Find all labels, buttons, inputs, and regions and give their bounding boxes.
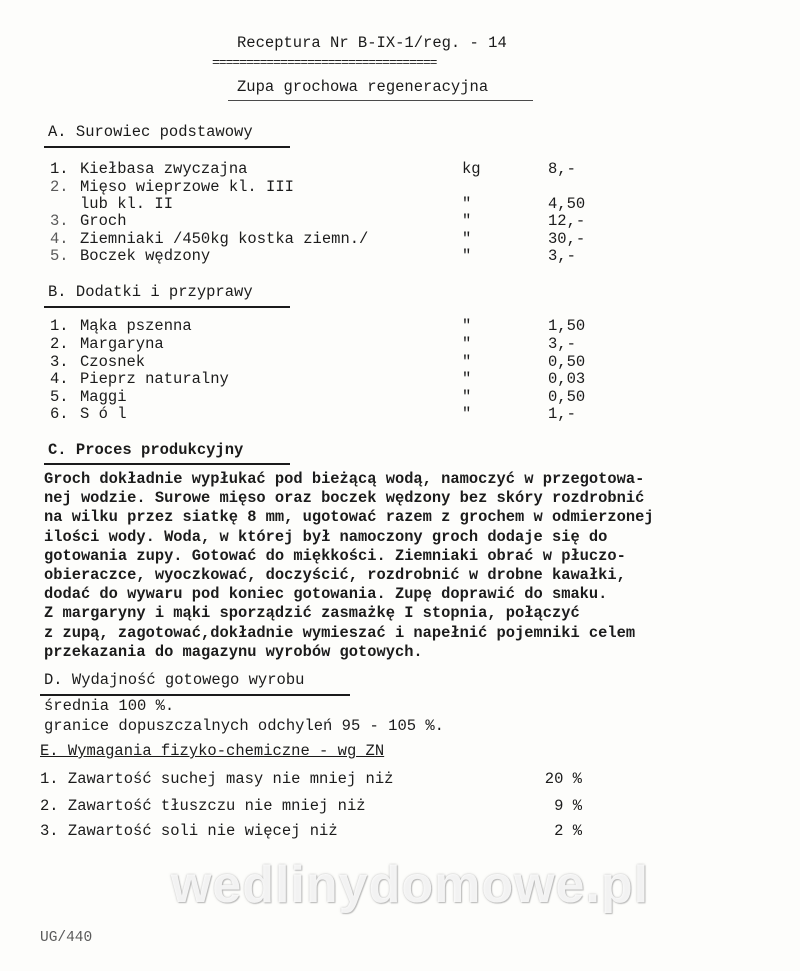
- requirement-name: 3. Zawartość soli nie więcej niż: [40, 822, 338, 840]
- recipe-title: Receptura Nr B-IX-1/reg. - 14: [237, 34, 507, 52]
- recipe-subtitle: Zupa grochowa regeneracyjna: [237, 78, 489, 96]
- requirement-value: 9 %: [554, 797, 582, 815]
- item-unit: ": [462, 370, 472, 388]
- item-name: Boczek wędzony: [80, 247, 211, 265]
- requirement-value: 2 %: [554, 822, 582, 840]
- subtitle-underline: [228, 100, 533, 101]
- item-name: Mąka pszenna: [80, 317, 192, 335]
- item-name: Kiełbasa zwyczajna: [80, 160, 248, 178]
- item-quantity: 1,-: [548, 405, 576, 423]
- item-name: Maggi: [80, 388, 127, 406]
- process-line: obieraczce, wyoczkować, doczyścić, rozdrobnić w drobne kawałki,: [44, 566, 626, 585]
- process-line: nej wodzie. Surowe mięso oraz boczek wędzony bez skóry rozdrobnić: [44, 489, 645, 508]
- process-line: przekazania do magazynu wyrobów gotowych.: [44, 642, 423, 661]
- item-unit: ": [462, 405, 472, 423]
- item-name: S ó l: [80, 405, 127, 423]
- item-name: Pieprz naturalny: [80, 370, 229, 388]
- item-quantity: 8,-: [548, 160, 576, 178]
- item-quantity: 3,-: [548, 247, 576, 265]
- item-quantity: 1,50: [548, 317, 586, 335]
- section-d-heading: D. Wydajność gotowego wyrobu: [44, 671, 305, 689]
- item-number: 1.: [50, 317, 69, 335]
- process-line: dodać do wywaru pod koniec gotowania. Zupę doprawić do smaku.: [44, 585, 608, 604]
- section-a-heading: A. Surowiec podstawowy: [48, 123, 253, 141]
- requirement-value: 20 %: [544, 770, 582, 788]
- item-unit: ": [462, 335, 472, 353]
- item-number: 4.: [50, 230, 69, 248]
- item-number: 4.: [50, 370, 69, 388]
- item-unit: ": [462, 212, 472, 230]
- table-row: [50, 247, 610, 265]
- item-unit: ": [462, 230, 472, 248]
- table-row: [50, 353, 610, 371]
- list-item: [40, 822, 600, 840]
- item-number: 3.: [50, 212, 69, 230]
- section-a-underline: [44, 146, 290, 148]
- item-name: Czosnek: [80, 353, 146, 371]
- item-quantity: 0,03: [548, 370, 586, 388]
- process-line: Groch dokładnie wypłukać pod bieżącą wodą, namoczyć w przegotowa-: [44, 470, 645, 488]
- item-number: 2.: [50, 178, 69, 196]
- item-unit: ": [462, 317, 472, 335]
- item-name: Margaryna: [80, 335, 164, 353]
- yield-range: granice dopuszczalnych odchyleń 95 - 105 %.: [44, 717, 444, 735]
- process-line: na wilku przez siatkę 8 mm, ugotować razem z grochem w odmierzonej: [44, 508, 654, 527]
- item-unit: ": [462, 388, 472, 406]
- item-unit: kg: [462, 160, 481, 178]
- table-row: [50, 212, 610, 230]
- table-row: [50, 195, 610, 213]
- section-c-underline: [44, 463, 290, 465]
- table-row: [50, 388, 610, 406]
- item-number: 3.: [50, 353, 69, 371]
- process-line: ilości wody. Woda, w której był namoczony groch dodaje się do: [44, 527, 608, 546]
- section-b-heading: B. Dodatki i przyprawy: [48, 283, 253, 301]
- item-name: Groch: [80, 212, 127, 230]
- item-number: 5.: [50, 247, 69, 265]
- item-quantity: 3,-: [548, 335, 576, 353]
- item-unit: ": [462, 353, 472, 371]
- table-row: [50, 317, 610, 335]
- item-quantity: 0,50: [548, 353, 586, 371]
- item-name: lub kl. II: [80, 195, 174, 213]
- table-row: [50, 405, 610, 423]
- table-row: [50, 230, 610, 248]
- section-e-heading: E. Wymagania fizyko-chemiczne - wg ZN: [40, 742, 385, 760]
- item-quantity: 30,-: [548, 230, 586, 248]
- table-row: [50, 335, 610, 353]
- section-b-underline: [44, 306, 290, 308]
- document-code: UG/440: [40, 930, 93, 946]
- item-number: 2.: [50, 335, 69, 353]
- item-quantity: 0,50: [548, 388, 586, 406]
- item-name: Ziemniaki /450kg kostka ziemn./: [80, 230, 369, 248]
- item-quantity: 12,-: [548, 212, 586, 230]
- site-watermark: wedlinydomowe.pl: [170, 856, 650, 914]
- item-quantity: 4,50: [548, 195, 586, 213]
- item-number: 5.: [50, 388, 69, 406]
- item-unit: ": [462, 247, 472, 265]
- requirement-name: 2. Zawartość tłuszczu nie mniej niż: [40, 797, 366, 815]
- process-line: Z margaryny i mąki sporządzić zasmażkę I stopnia, połączyć: [44, 604, 580, 623]
- process-line: z zupą, zagotować,dokładnie wymieszać i napełnić pojemniki celem: [44, 623, 636, 642]
- list-item: [40, 797, 600, 815]
- item-unit: ": [462, 195, 472, 213]
- table-row: [50, 370, 610, 388]
- list-item: [40, 770, 600, 788]
- section-d-underline: [40, 694, 350, 696]
- item-name: Mięso wieprzowe kl. III: [80, 178, 294, 196]
- section-c-heading: C. Proces produkcyjny: [48, 441, 244, 459]
- process-line: gotowania zupy. Gotować do miękkości. Ziemniaki obrać w płuczo-: [44, 546, 626, 565]
- table-row: [50, 178, 610, 196]
- item-number: 1.: [50, 160, 69, 178]
- item-number: 6.: [50, 405, 69, 423]
- table-row: [50, 160, 610, 178]
- requirement-name: 1. Zawartość suchej masy nie mniej niż: [40, 770, 394, 788]
- production-process-text: [44, 470, 784, 662]
- title-double-rule: =================================: [212, 55, 437, 70]
- yield-average: średnia 100 %.: [44, 697, 175, 715]
